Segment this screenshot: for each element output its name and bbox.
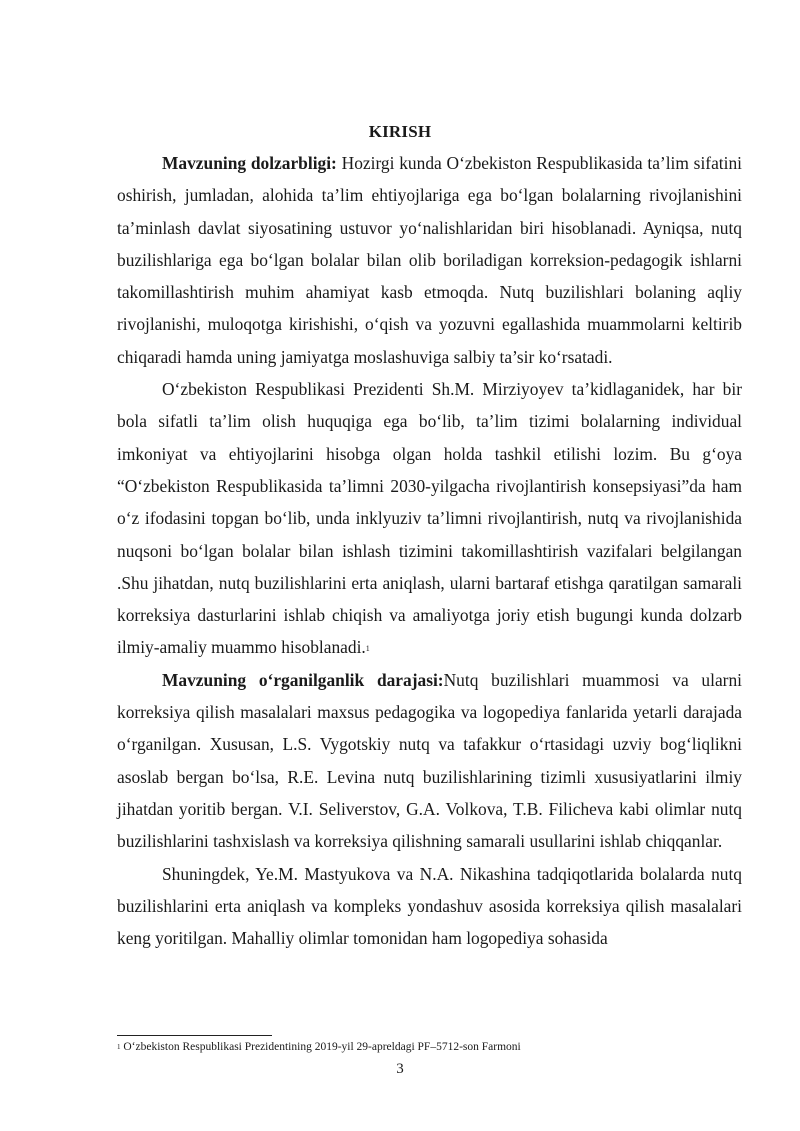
footnote-text: O‘zbekiston Respublikasi Prezidentining 2019-yil 29-apreldagi PF–5712-son Farmoni: [120, 1041, 521, 1053]
footnote: [117, 1039, 742, 1055]
paragraph-text: Hozirgi kunda O‘zbekiston Respublikasida ta’lim sifatini oshirish, jumladan, alohida ta’lim ehtiyojlariga ega bo‘lgan bolalarning rivojlanishini ta’minlash davlat siyosatining ustuvor yo‘nalishlaridan biri hisoblanadi. Ayniqsa, nutq buzilishlariga ega bo‘lgan bolalar bilan olib boriladigan korreksion-pedagogik ishlarni takomillashtirish muhim ahamiyat kasb etmoqda. Nutq buzilishlari bolaning aqliy rivojlanishi, muloqotga kirishishi, o‘qish va yozuvni egallashida muammolarni keltirib chiqaradi hamda uning jamiyatga moslashuviga salbiy ta’sir ko‘rsatadi.: [117, 153, 742, 367]
body-text: [117, 147, 742, 954]
paragraph-label: Mavzuning o‘rganilganlik darajasi:: [162, 669, 444, 690]
page-number: 3: [396, 1061, 404, 1077]
paragraph-study-level: [117, 664, 742, 858]
paragraph-text: O‘zbekiston Respublikasi Prezidenti Sh.M. Mirziyoyev ta’kidlaganidek, har bir bola sifatli ta’lim olish huquqiga ega bo‘lib, ta’lim tizimi bolalarning individual imkoniyat va ehtiyojlarini hisobga olgan holda tashkil etilishi lozim. Bu g‘oya “O‘zbekiston Respublikasida ta’limni 2030-yilgacha rivojlantirish konsepsiyasi”da ham o‘z ifodasini topgan bo‘lib, unda inklyuziv ta’limni rivojlantirish, nutq va rivojlanishida nuqsoni bo‘lgan bolalar bilan ishlash tizimini takomillashtirish vazifalari belgilangan .Shu jihatdan, nutq buzilishlarini erta aniqlash, ularni bartaraf etishga qaratilgan samarali korreksiya dasturlarini ishlab chiqish va amaliyotga joriy etish bugungi kunda dolzarb ilmiy-amaliy muammo hisoblanadi.: [117, 379, 742, 658]
paragraph-text: Shuningdek, Ye.M. Mastyukova va N.A. Nikashina tadqiqotlarida bolalarda nutq buzilishlarini erta aniqlash va kompleks yondashuv asosida korreksiya qilish masalalari keng yoritilgan. Mahalliy olimlar tomonidan ham logopediya sohasida: [117, 863, 742, 949]
paragraph-researchers: [117, 858, 742, 955]
paragraph-relevance: [117, 147, 742, 373]
paragraph-text: Nutq buzilishlari muammosi va ularni korreksiya qilish masalalari maxsus pedagogika va logopediya fanlarida yetarli darajada o‘rganilgan. Xususan, L.S. Vygotskiy nutq va tafakkur o‘rtasidagi uzviy bog‘liqlikni asoslab bergan bo‘lsa, R.E. Levina nutq buzilishlarining tizimli xususiyatlarini ilmiy jihatdan yoritib bergan. V.I. Seliverstov, G.A. Volkova, T.B. Filicheva kabi olimlar nutq buzilishlarini tashxislash va korreksiya qilishning samarali usullarini ishlab chiqqanlar.: [117, 669, 742, 852]
paragraph-label: Mavzuning dolzarbligi:: [162, 153, 337, 173]
paragraph-president: [117, 373, 742, 664]
footnote-marker: 1: [117, 1043, 121, 1051]
footnote-reference[interactable]: 1: [365, 644, 370, 654]
page-title: KIRISH: [368, 122, 432, 141]
footnote-divider: [117, 1035, 272, 1036]
